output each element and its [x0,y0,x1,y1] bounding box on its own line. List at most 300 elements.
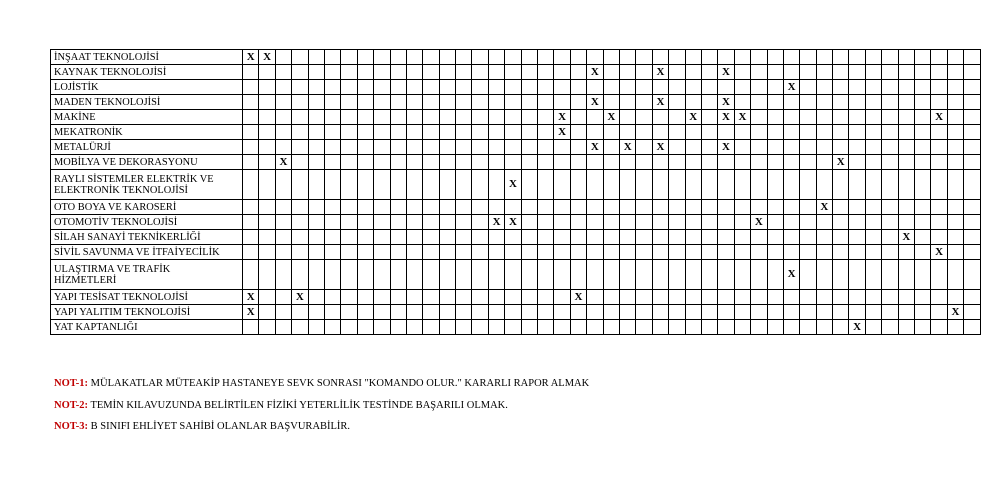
grid-cell [833,260,849,290]
grid-cell [374,320,390,335]
grid-cell-mark: X [685,110,701,125]
grid-cell [374,290,390,305]
grid-cell [259,110,275,125]
grid-cell [554,260,570,290]
grid-cell [751,245,767,260]
grid-cell [521,110,537,125]
grid-cell [800,155,816,170]
grid-cell [685,230,701,245]
row-label: OTO BOYA VE KAROSERİ [51,200,243,215]
grid-cell [472,305,488,320]
grid-cell [898,95,914,110]
grid-cell [357,50,373,65]
grid-cell [243,245,259,260]
note-1-text: MÜLAKATLAR MÜTEAKİP HASTANEYE SEVK SONRASI "KOMANDO OLUR." KARARLI RAPOR ALMAK [90,378,590,389]
grid-cell [865,200,881,215]
grid-cell [783,320,799,335]
grid-cell [357,200,373,215]
note-3 [54,421,350,433]
grid-cell [505,80,521,95]
grid-cell [554,95,570,110]
grid-cell [472,260,488,290]
grid-cell [915,80,931,95]
grid-cell [947,170,963,200]
grid-cell [751,260,767,290]
grid-cell [898,80,914,95]
grid-cell [751,110,767,125]
grid-cell [554,50,570,65]
grid-cell [636,230,652,245]
grid-cell [456,260,472,290]
grid-cell [456,245,472,260]
grid-cell [324,170,340,200]
grid-cell [439,125,455,140]
grid-cell [751,50,767,65]
grid-cell [964,305,980,320]
grid-cell [718,320,734,335]
grid-cell [636,320,652,335]
grid-cell [587,230,603,245]
grid-cell [488,230,504,245]
grid-cell [570,125,586,140]
grid-cell [865,80,881,95]
grid-cell [243,65,259,80]
grid-cell [751,290,767,305]
grid-cell [456,305,472,320]
grid-cell [243,155,259,170]
grid-cell [734,245,750,260]
grid-cell [390,125,406,140]
row-label: SİVİL SAVUNMA VE İTFAİYECİLİK [51,245,243,260]
grid-cell [619,155,635,170]
grid-cell [505,260,521,290]
grid-cell [915,65,931,80]
grid-cell [439,245,455,260]
grid-cell [390,50,406,65]
grid-cell [456,125,472,140]
grid-cell [652,215,668,230]
grid-cell [619,200,635,215]
grid-cell [849,245,865,260]
grid-cell [701,155,717,170]
grid-cell [718,50,734,65]
grid-cell [243,110,259,125]
grid-cell [587,200,603,215]
grid-cell [456,95,472,110]
grid-cell [701,50,717,65]
grid-cell [718,305,734,320]
grid-cell [833,320,849,335]
grid-cell [292,50,308,65]
grid-cell [669,65,685,80]
grid-cell [849,140,865,155]
grid-cell [439,155,455,170]
grid-cell [849,80,865,95]
grid-cell [734,320,750,335]
grid-cell [718,230,734,245]
grid-cell [472,65,488,80]
grid-cell [292,155,308,170]
grid-cell [423,245,439,260]
grid-cell [898,305,914,320]
grid-cell [456,110,472,125]
grid-cell [701,290,717,305]
grid-cell [751,95,767,110]
grid-cell [701,215,717,230]
grid-cell [603,140,619,155]
grid-cell [554,215,570,230]
note-2 [54,400,508,412]
grid-cell [505,65,521,80]
grid-cell [390,290,406,305]
grid-cell [800,50,816,65]
table-row [51,245,981,260]
grid-cell [800,65,816,80]
grid-cell [915,260,931,290]
grid-cell [718,200,734,215]
grid-cell [882,245,898,260]
grid-cell [521,305,537,320]
grid-cell [669,95,685,110]
grid-cell [603,50,619,65]
grid-cell [308,245,324,260]
grid-cell [243,80,259,95]
grid-cell [505,50,521,65]
grid-cell [472,215,488,230]
grid-cell [456,215,472,230]
grid-cell [308,110,324,125]
grid-cell [423,80,439,95]
grid-cell [882,110,898,125]
grid-cell [718,260,734,290]
grid-cell [439,200,455,215]
grid-cell [357,110,373,125]
grid-cell-mark: X [947,305,963,320]
grid-cell [538,80,554,95]
grid-cell [390,110,406,125]
grid-cell [603,125,619,140]
grid-cell [292,320,308,335]
grid-cell [406,65,422,80]
grid-cell [603,215,619,230]
grid-cell [964,230,980,245]
grid-cell [456,290,472,305]
grid-cell [275,50,291,65]
grid-cell [734,155,750,170]
grid-cell [275,245,291,260]
grid-cell [931,305,947,320]
grid-cell [374,125,390,140]
grid-cell [341,215,357,230]
grid-cell [767,95,783,110]
grid-cell-mark: X [718,95,734,110]
grid-cell [538,170,554,200]
grid-cell [964,110,980,125]
grid-cell [833,80,849,95]
grid-cell-mark: X [718,140,734,155]
grid-cell [652,260,668,290]
grid-cell [964,170,980,200]
grid-cell [324,305,340,320]
grid-cell [390,95,406,110]
grid-cell [505,245,521,260]
grid-cell [947,95,963,110]
grid-cell [554,230,570,245]
grid-cell [964,290,980,305]
grid-cell [915,140,931,155]
grid-cell [406,110,422,125]
grid-cell [865,50,881,65]
grid-cell [915,95,931,110]
grid-cell [783,65,799,80]
grid-cell [423,200,439,215]
grid-cell [947,230,963,245]
grid-cell [849,305,865,320]
grid-cell [554,155,570,170]
grid-cell [570,140,586,155]
grid-cell [406,50,422,65]
grid-cell [915,200,931,215]
grid-cell [882,80,898,95]
grid-cell [587,125,603,140]
grid-cell [669,215,685,230]
grid-cell-mark: X [783,80,799,95]
grid-cell [587,170,603,200]
grid-cell [538,320,554,335]
grid-cell [488,125,504,140]
grid-cell [505,320,521,335]
grid-cell [538,125,554,140]
table-row [51,80,981,95]
grid-cell-mark: X [554,110,570,125]
grid-cell-mark: X [570,290,586,305]
grid-cell [341,245,357,260]
grid-cell [505,305,521,320]
grid-cell [734,290,750,305]
grid-cell [865,290,881,305]
grid-cell [456,50,472,65]
grid-cell [456,65,472,80]
grid-cell [587,305,603,320]
grid-cell [406,155,422,170]
grid-cell [439,260,455,290]
grid-cell-mark: X [243,50,259,65]
grid-cell [701,200,717,215]
grid-cell [931,260,947,290]
grid-cell [538,110,554,125]
grid-cell [669,305,685,320]
grid-cell [898,110,914,125]
grid-cell [243,320,259,335]
grid-cell [439,305,455,320]
grid-cell [947,320,963,335]
grid-cell [751,305,767,320]
grid-cell [915,170,931,200]
grid-cell [423,260,439,290]
table-row [51,65,981,80]
grid-cell [406,95,422,110]
grid-cell [423,230,439,245]
grid-cell [554,170,570,200]
grid-cell [734,200,750,215]
grid-cell [636,65,652,80]
grid-cell [915,215,931,230]
grid-cell [619,80,635,95]
grid-cell [619,215,635,230]
grid-cell [243,260,259,290]
grid-cell [521,170,537,200]
grid-cell [488,260,504,290]
grid-cell [964,140,980,155]
grid-cell [292,140,308,155]
grid-cell [472,320,488,335]
grid-cell [324,140,340,155]
grid-cell [701,230,717,245]
grid-cell [243,230,259,245]
row-label: İNŞAAT TEKNOLOJİSİ [51,50,243,65]
grid-cell [292,245,308,260]
grid-cell [816,215,832,230]
grid-cell [538,95,554,110]
grid-cell [915,305,931,320]
grid-cell [636,200,652,215]
note-2-text: TEMİN KILAVUZUNDA BELİRTİLEN FİZİKİ YETERLİLİK TESTİNDE BAŞARILI OLMAK. [90,400,508,411]
grid-cell [636,245,652,260]
grid-cell [406,230,422,245]
grid-cell [423,140,439,155]
grid-cell [685,200,701,215]
table-row [51,110,981,125]
grid-cell [898,50,914,65]
grid-cell [472,170,488,200]
grid-cell [767,80,783,95]
grid-cell-mark: X [718,65,734,80]
grid-cell [587,155,603,170]
grid-cell [865,155,881,170]
grid-cell [931,215,947,230]
grid-cell [964,320,980,335]
grid-cell [570,155,586,170]
grid-cell [849,155,865,170]
grid-cell [324,245,340,260]
grid-cell [521,80,537,95]
grid-cell [521,200,537,215]
grid-cell [521,65,537,80]
grid-cell [849,215,865,230]
grid-cell [652,125,668,140]
grid-cell [931,155,947,170]
grid-cell [538,50,554,65]
grid-cell [456,230,472,245]
grid-cell [472,230,488,245]
grid-cell [783,140,799,155]
grid-cell [734,50,750,65]
grid-cell [521,95,537,110]
grid-cell [554,200,570,215]
grid-cell-mark: X [833,155,849,170]
grid-cell [652,50,668,65]
grid-cell [964,80,980,95]
grid-cell [324,65,340,80]
grid-cell [341,110,357,125]
grid-cell [570,80,586,95]
grid-cell [423,215,439,230]
grid-cell [570,305,586,320]
grid-cell [669,260,685,290]
grid-cell [849,170,865,200]
grid-cell [734,80,750,95]
grid-cell [259,95,275,110]
grid-cell [882,305,898,320]
grid-cell [587,80,603,95]
grid-cell [259,230,275,245]
grid-cell [259,290,275,305]
grid-cell [800,140,816,155]
grid-cell [767,170,783,200]
grid-cell [915,290,931,305]
grid-cell [243,95,259,110]
row-label: SİLAH SANAYİ TEKNİKERLİĞİ [51,230,243,245]
grid-cell [570,170,586,200]
grid-cell-mark: X [751,215,767,230]
grid-cell [324,110,340,125]
grid-cell [259,260,275,290]
grid-cell [915,50,931,65]
grid-cell [374,215,390,230]
grid-cell [275,170,291,200]
grid-cell [652,230,668,245]
grid-cell [849,290,865,305]
grid-cell [456,200,472,215]
grid-cell [259,320,275,335]
grid-cell [308,230,324,245]
grid-cell [652,305,668,320]
grid-cell [701,110,717,125]
grid-cell [669,290,685,305]
row-label: LOJİSTİK [51,80,243,95]
grid-cell [488,140,504,155]
grid-cell [308,290,324,305]
grid-cell [751,200,767,215]
grid-cell [292,65,308,80]
grid-cell [947,50,963,65]
grid-cell [816,80,832,95]
grid-cell [374,230,390,245]
grid-cell [341,230,357,245]
grid-cell [357,215,373,230]
row-label: RAYLI SİSTEMLER ELEKTRİK VE ELEKTRONİK TEKNOLOJİSİ [51,170,243,200]
grid-cell [456,140,472,155]
grid-cell [718,170,734,200]
grid-cell [357,245,373,260]
grid-cell [390,65,406,80]
grid-cell [849,110,865,125]
grid-cell [472,245,488,260]
grid-cell [849,125,865,140]
grid-cell [652,320,668,335]
grid-cell [898,245,914,260]
grid-cell [374,110,390,125]
grid-cell [308,65,324,80]
grid-cell [570,95,586,110]
grid-cell [636,140,652,155]
grid-cell-mark: X [603,110,619,125]
grid-cell [374,155,390,170]
grid-cell [865,95,881,110]
grid-cell [423,170,439,200]
grid-cell [915,125,931,140]
grid-cell [275,125,291,140]
